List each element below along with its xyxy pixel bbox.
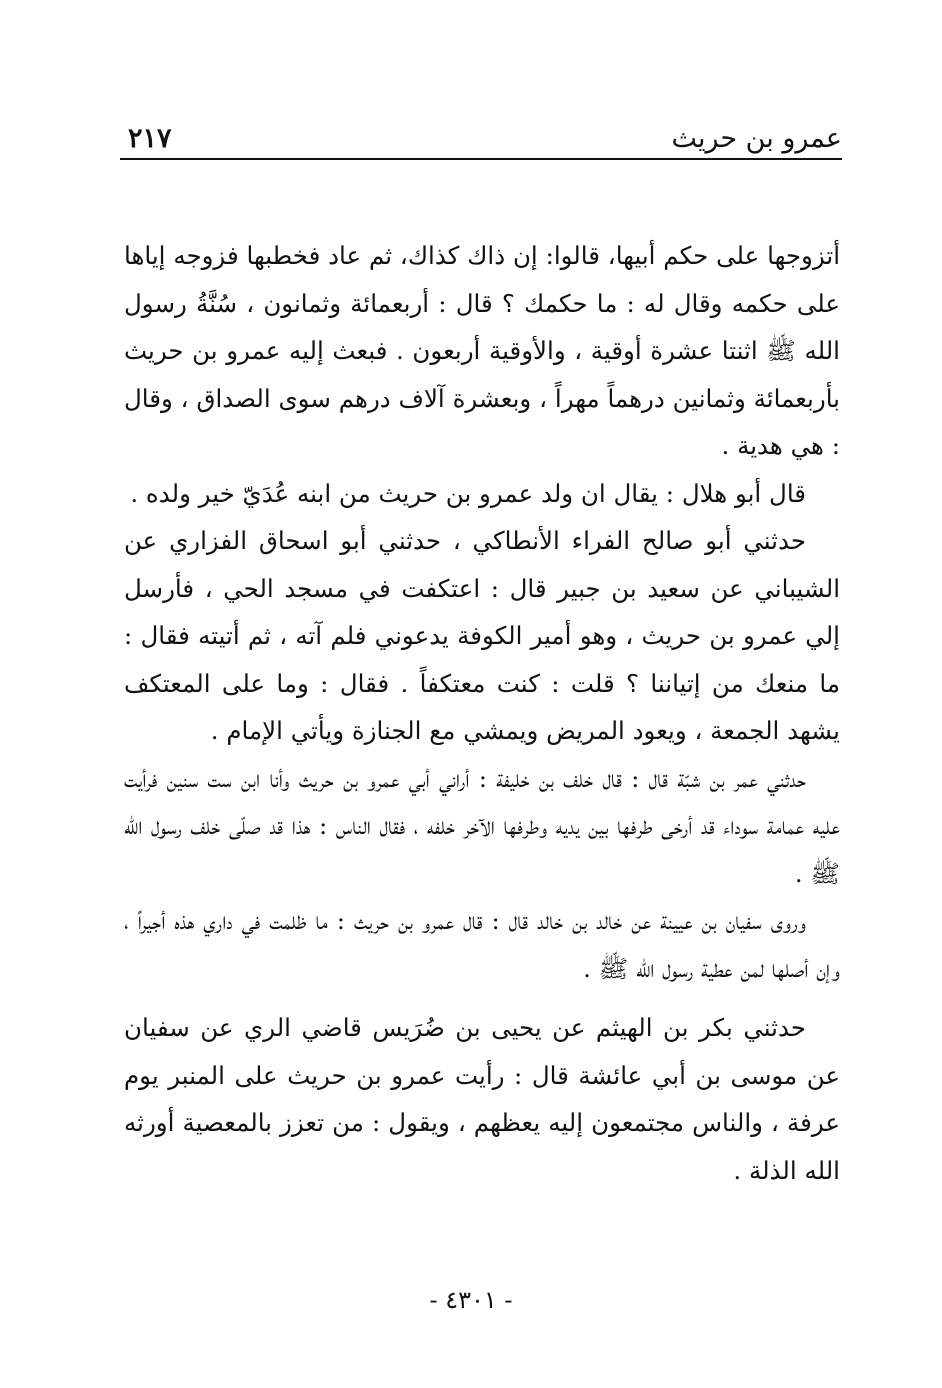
running-title: عمرو بن حريث: [671, 123, 842, 154]
body-text: [124, 232, 840, 1194]
paragraph-2: قال أبو هلال : يقال ان ولد عمرو بن حريث من ابنه عُدَيّ خير ولده .: [130, 478, 806, 508]
paragraph-3: حدثني أبو صالح الفراء الأنطاكي ، حدثني أبو اسحاق الفزاري عن الشيباني عن سعيد بن جبير قال : اعتكفت في مسجد الحي ، فأرسل إلي عمرو بن حريث ، وهو أمير الكوفة يدعوني فلم آته ، ثم أتيته فقال : ما منعك من إتياننا ؟ قلت : كنت معتكفاً . فقال : وما على المعتكف يشهد الجمعة ، ويعود المريض ويمشي مع الجنازة ويأتي الإمام .: [124, 526, 840, 745]
footer-page-marker: - ٤٣٠١ -: [429, 1286, 513, 1314]
paragraph-6: حدثني بكر بن الهيثم عن يحيى بن ضُرَيس قاضي الري عن سفيان عن موسى بن أبي عائشة قال : رأيت عمرو بن حريث على المنبر يوم عرفة ، والناس مجتمعون إليه يعظهم ، ويقول : من تعزز بالمعصية أورثه الله الذلة .: [124, 1013, 840, 1185]
header-rule: [120, 158, 842, 160]
paragraph-5: وروى سفيان بن عيينة عن خالد بن خالد قال : قال عمرو بن حريث : ما ظلمت في داري هذه أجيراً ، وإن أصلها لمن عطية رسول الله ﷺ .: [124, 906, 840, 983]
running-header: [120, 108, 842, 160]
paragraph-1: أتزوجها على حكم أبيها، قالوا: إن ذاك كذاك، ثم عاد فخطبها فزوجه إياها على حكمه وقال له : ما حكمك ؟ قال : أربعمائة وثمانون ، سُنَّةُ رسول الله ﷺ اثنتا عشرة أوقية ، والأوقية أربعون . فبعث إليه عمرو بن حريث بأربعمائة وثمانين درهماً مهراً ، وبعشرة آلاف درهم سوى الصداق ، وقال : هي هدية .: [124, 241, 840, 460]
paragraph-4: حدثني عمر بن شبّة قال : قال خلف بن خليفة : أراني أبي عمرو بن حريث وأنا ابن ست سنين فرأيت عليه عمامة سوداء قد أرخى طرفها بين يديه وطرفها الآخر خلفه ، فقال الناس : هذا قد صلّى خلف رسول الله ﷺ .: [124, 763, 840, 888]
header-page-number: ٢١٧: [128, 123, 172, 154]
